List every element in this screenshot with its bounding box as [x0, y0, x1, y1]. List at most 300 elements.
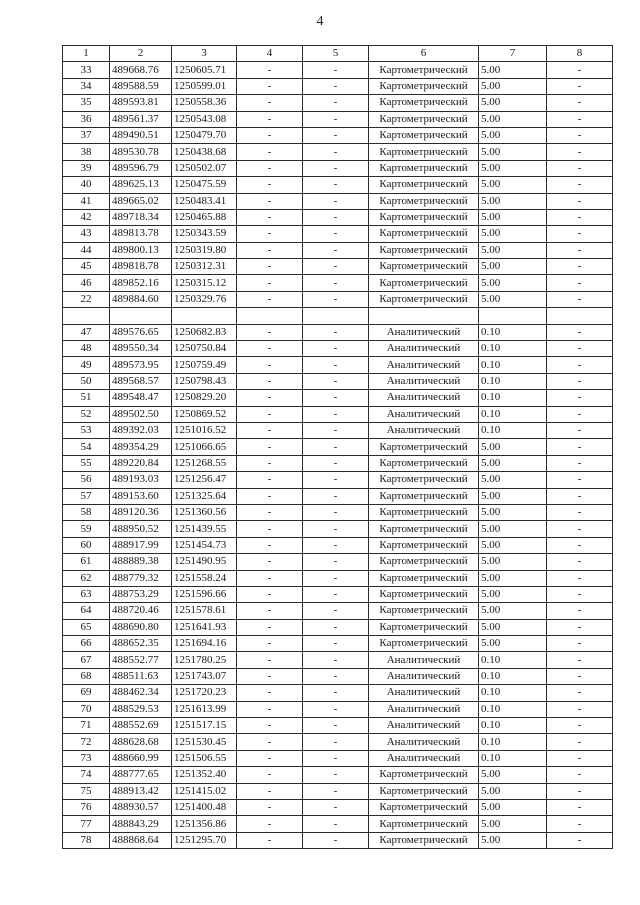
- accuracy-cell: 5.00: [479, 554, 547, 570]
- point-number-cell: 62: [63, 570, 110, 586]
- point-number-cell: 59: [63, 521, 110, 537]
- point-number-cell: 76: [63, 799, 110, 815]
- table-row: [63, 209, 613, 225]
- accuracy-cell: 5.00: [479, 537, 547, 553]
- y-coordinate-cell: 1250759.49: [172, 357, 237, 373]
- accuracy-cell: 0.10: [479, 652, 547, 668]
- y-coordinate-cell: 1251641.93: [172, 619, 237, 635]
- column-5-cell: [303, 308, 369, 324]
- table-row: [63, 95, 613, 111]
- column-5-cell: -: [303, 324, 369, 340]
- x-coordinate-cell: 488868.64: [110, 832, 172, 848]
- column-4-cell: -: [237, 111, 303, 127]
- y-coordinate-cell: 1250599.01: [172, 78, 237, 94]
- accuracy-cell: 5.00: [479, 144, 547, 160]
- x-coordinate-cell: 488889.38: [110, 554, 172, 570]
- point-number-cell: 52: [63, 406, 110, 422]
- x-coordinate-cell: 489530.78: [110, 144, 172, 160]
- y-coordinate-cell: 1251360.56: [172, 504, 237, 520]
- column-4-cell: -: [237, 455, 303, 471]
- y-coordinate-cell: 1250319.80: [172, 242, 237, 258]
- column-4-cell: -: [237, 259, 303, 275]
- column-4-cell: -: [237, 373, 303, 389]
- column-8-cell: -: [547, 504, 613, 520]
- column-5-cell: -: [303, 619, 369, 635]
- method-cell: [369, 308, 479, 324]
- method-cell: Картометрический: [369, 209, 479, 225]
- method-cell: Картометрический: [369, 554, 479, 570]
- point-number-cell: 42: [63, 209, 110, 225]
- method-cell: Картометрический: [369, 111, 479, 127]
- accuracy-cell: 5.00: [479, 193, 547, 209]
- accuracy-cell: 5.00: [479, 816, 547, 832]
- method-cell: Аналитический: [369, 668, 479, 684]
- method-cell: Аналитический: [369, 341, 479, 357]
- x-coordinate-cell: 488930.57: [110, 799, 172, 815]
- accuracy-cell: 5.00: [479, 259, 547, 275]
- x-coordinate-cell: 489625.13: [110, 177, 172, 193]
- accuracy-cell: 5.00: [479, 472, 547, 488]
- column-5-cell: -: [303, 816, 369, 832]
- table-row: [63, 488, 613, 504]
- column-4-cell: -: [237, 390, 303, 406]
- method-cell: Аналитический: [369, 750, 479, 766]
- point-number-cell: 47: [63, 324, 110, 340]
- accuracy-cell: 0.10: [479, 341, 547, 357]
- column-8-cell: -: [547, 95, 613, 111]
- column-5-cell: -: [303, 62, 369, 78]
- point-number-cell: [63, 308, 110, 324]
- point-number-cell: 33: [63, 62, 110, 78]
- accuracy-cell: 5.00: [479, 455, 547, 471]
- x-coordinate-cell: 489818.78: [110, 259, 172, 275]
- method-cell: Аналитический: [369, 324, 479, 340]
- method-cell: Аналитический: [369, 390, 479, 406]
- column-5-cell: -: [303, 750, 369, 766]
- table-row: [63, 62, 613, 78]
- x-coordinate-cell: 488913.42: [110, 783, 172, 799]
- table-row: [63, 685, 613, 701]
- column-5-cell: -: [303, 636, 369, 652]
- x-coordinate-cell: 488917.99: [110, 537, 172, 553]
- column-4-cell: [237, 308, 303, 324]
- y-coordinate-cell: 1251780.25: [172, 652, 237, 668]
- method-cell: Аналитический: [369, 685, 479, 701]
- y-coordinate-cell: 1250682.83: [172, 324, 237, 340]
- column-8-cell: -: [547, 603, 613, 619]
- y-coordinate-cell: 1251506.55: [172, 750, 237, 766]
- accuracy-cell: 0.10: [479, 373, 547, 389]
- column-5-cell: -: [303, 406, 369, 422]
- column-4-cell: -: [237, 537, 303, 553]
- table-row: [63, 357, 613, 373]
- y-coordinate-cell: 1251743.07: [172, 668, 237, 684]
- column-8-cell: -: [547, 767, 613, 783]
- method-cell: Аналитический: [369, 734, 479, 750]
- y-coordinate-cell: 1251400.48: [172, 799, 237, 815]
- column-5-cell: -: [303, 455, 369, 471]
- point-number-cell: 43: [63, 226, 110, 242]
- y-coordinate-cell: 1251356.86: [172, 816, 237, 832]
- column-5-cell: -: [303, 226, 369, 242]
- column-8-cell: -: [547, 537, 613, 553]
- y-coordinate-cell: 1251720.23: [172, 685, 237, 701]
- method-cell: Картометрический: [369, 144, 479, 160]
- method-cell: Картометрический: [369, 472, 479, 488]
- table-row: [63, 259, 613, 275]
- column-4-cell: -: [237, 799, 303, 815]
- column-8-cell: -: [547, 324, 613, 340]
- column-8-cell: -: [547, 390, 613, 406]
- column-8-cell: -: [547, 357, 613, 373]
- column-8-cell: -: [547, 554, 613, 570]
- column-5-cell: -: [303, 718, 369, 734]
- y-coordinate-cell: 1251694.16: [172, 636, 237, 652]
- point-number-cell: 34: [63, 78, 110, 94]
- column-5-cell: -: [303, 603, 369, 619]
- column-5-cell: -: [303, 111, 369, 127]
- accuracy-cell: 5.00: [479, 783, 547, 799]
- column-4-cell: -: [237, 439, 303, 455]
- point-number-cell: 40: [63, 177, 110, 193]
- accuracy-cell: 0.10: [479, 668, 547, 684]
- method-cell: Картометрический: [369, 95, 479, 111]
- table-row: [63, 455, 613, 471]
- table-row: [63, 160, 613, 176]
- point-number-cell: 48: [63, 341, 110, 357]
- x-coordinate-cell: 489884.60: [110, 291, 172, 307]
- y-coordinate-cell: 1250465.88: [172, 209, 237, 225]
- method-cell: Аналитический: [369, 652, 479, 668]
- y-coordinate-cell: 1250502.07: [172, 160, 237, 176]
- table-row: [63, 619, 613, 635]
- x-coordinate-cell: 488843.29: [110, 816, 172, 832]
- column-5-cell: -: [303, 160, 369, 176]
- column-5-cell: -: [303, 373, 369, 389]
- column-5-cell: -: [303, 95, 369, 111]
- header-cell: 2: [110, 46, 172, 62]
- column-4-cell: -: [237, 160, 303, 176]
- x-coordinate-cell: 488552.77: [110, 652, 172, 668]
- method-cell: Картометрический: [369, 226, 479, 242]
- column-5-cell: -: [303, 504, 369, 520]
- point-number-cell: 66: [63, 636, 110, 652]
- table-row: [63, 504, 613, 520]
- method-cell: Картометрический: [369, 636, 479, 652]
- accuracy-cell: 5.00: [479, 226, 547, 242]
- method-cell: Картометрический: [369, 291, 479, 307]
- table-row: [63, 570, 613, 586]
- point-number-cell: 50: [63, 373, 110, 389]
- point-number-cell: 70: [63, 701, 110, 717]
- method-cell: Картометрический: [369, 455, 479, 471]
- method-cell: Картометрический: [369, 127, 479, 143]
- column-5-cell: -: [303, 193, 369, 209]
- x-coordinate-cell: 489668.76: [110, 62, 172, 78]
- column-8-cell: -: [547, 586, 613, 602]
- x-coordinate-cell: 488950.52: [110, 521, 172, 537]
- column-4-cell: -: [237, 291, 303, 307]
- column-4-cell: -: [237, 668, 303, 684]
- accuracy-cell: 5.00: [479, 799, 547, 815]
- x-coordinate-cell: 488779.32: [110, 570, 172, 586]
- x-coordinate-cell: 489153.60: [110, 488, 172, 504]
- column-8-cell: -: [547, 259, 613, 275]
- accuracy-cell: 5.00: [479, 570, 547, 586]
- point-number-cell: 68: [63, 668, 110, 684]
- column-5-cell: -: [303, 570, 369, 586]
- method-cell: Аналитический: [369, 406, 479, 422]
- y-coordinate-cell: 1251490.95: [172, 554, 237, 570]
- column-4-cell: -: [237, 209, 303, 225]
- header-cell: 4: [237, 46, 303, 62]
- point-number-cell: 44: [63, 242, 110, 258]
- column-5-cell: -: [303, 422, 369, 438]
- point-number-cell: 35: [63, 95, 110, 111]
- accuracy-cell: 0.10: [479, 357, 547, 373]
- column-5-cell: -: [303, 685, 369, 701]
- accuracy-cell: 0.10: [479, 406, 547, 422]
- method-cell: Картометрический: [369, 275, 479, 291]
- point-number-cell: 61: [63, 554, 110, 570]
- column-4-cell: -: [237, 177, 303, 193]
- point-number-cell: 60: [63, 537, 110, 553]
- x-coordinate-cell: 489490.51: [110, 127, 172, 143]
- x-coordinate-cell: 489561.37: [110, 111, 172, 127]
- point-number-cell: 63: [63, 586, 110, 602]
- point-number-cell: 45: [63, 259, 110, 275]
- column-8-cell: -: [547, 209, 613, 225]
- y-coordinate-cell: 1251016.52: [172, 422, 237, 438]
- table-row: [63, 668, 613, 684]
- point-number-cell: 78: [63, 832, 110, 848]
- point-number-cell: 36: [63, 111, 110, 127]
- table-row: [63, 603, 613, 619]
- x-coordinate-cell: 489800.13: [110, 242, 172, 258]
- column-5-cell: -: [303, 652, 369, 668]
- point-number-cell: 39: [63, 160, 110, 176]
- y-coordinate-cell: 1250479.70: [172, 127, 237, 143]
- y-coordinate-cell: 1251613.99: [172, 701, 237, 717]
- method-cell: Аналитический: [369, 422, 479, 438]
- column-4-cell: -: [237, 472, 303, 488]
- column-4-cell: -: [237, 750, 303, 766]
- page-number: 4: [316, 14, 324, 29]
- column-4-cell: -: [237, 242, 303, 258]
- x-coordinate-cell: 488529.53: [110, 701, 172, 717]
- column-5-cell: -: [303, 767, 369, 783]
- column-4-cell: -: [237, 586, 303, 602]
- column-4-cell: -: [237, 570, 303, 586]
- method-cell: Аналитический: [369, 701, 479, 717]
- accuracy-cell: 5.00: [479, 127, 547, 143]
- y-coordinate-cell: 1250315.12: [172, 275, 237, 291]
- table-row: [63, 308, 613, 324]
- column-8-cell: -: [547, 439, 613, 455]
- method-cell: Картометрический: [369, 816, 479, 832]
- table-row: [63, 177, 613, 193]
- accuracy-cell: 0.10: [479, 390, 547, 406]
- column-4-cell: -: [237, 95, 303, 111]
- column-4-cell: -: [237, 127, 303, 143]
- point-number-cell: 53: [63, 422, 110, 438]
- column-5-cell: -: [303, 734, 369, 750]
- table-row: [63, 537, 613, 553]
- point-number-cell: 74: [63, 767, 110, 783]
- column-8-cell: -: [547, 127, 613, 143]
- method-cell: Картометрический: [369, 62, 479, 78]
- table-row: [63, 193, 613, 209]
- column-8-cell: -: [547, 177, 613, 193]
- table-row: [63, 291, 613, 307]
- x-coordinate-cell: 488628.68: [110, 734, 172, 750]
- x-coordinate-cell: 489568.57: [110, 373, 172, 389]
- column-4-cell: -: [237, 816, 303, 832]
- x-coordinate-cell: 489576.65: [110, 324, 172, 340]
- point-number-cell: 65: [63, 619, 110, 635]
- y-coordinate-cell: 1250312.31: [172, 259, 237, 275]
- x-coordinate-cell: 488690.80: [110, 619, 172, 635]
- y-coordinate-cell: 1250605.71: [172, 62, 237, 78]
- method-cell: Картометрический: [369, 537, 479, 553]
- column-4-cell: -: [237, 488, 303, 504]
- column-5-cell: -: [303, 668, 369, 684]
- column-8-cell: -: [547, 734, 613, 750]
- table-row: [63, 390, 613, 406]
- table-row: [63, 144, 613, 160]
- table-row: [63, 127, 613, 143]
- column-5-cell: -: [303, 259, 369, 275]
- column-5-cell: -: [303, 701, 369, 717]
- x-coordinate-cell: 489718.34: [110, 209, 172, 225]
- column-8-cell: -: [547, 619, 613, 635]
- x-coordinate-cell: 488753.29: [110, 586, 172, 602]
- point-number-cell: 69: [63, 685, 110, 701]
- table-row: [63, 767, 613, 783]
- point-number-cell: 56: [63, 472, 110, 488]
- column-8-cell: -: [547, 111, 613, 127]
- point-number-cell: 37: [63, 127, 110, 143]
- column-8-cell: -: [547, 570, 613, 586]
- y-coordinate-cell: 1251596.66: [172, 586, 237, 602]
- table-row: [63, 226, 613, 242]
- accuracy-cell: 0.10: [479, 750, 547, 766]
- accuracy-cell: 5.00: [479, 767, 547, 783]
- point-number-cell: 71: [63, 718, 110, 734]
- table-row: [63, 718, 613, 734]
- column-8-cell: -: [547, 488, 613, 504]
- x-coordinate-cell: 488660.99: [110, 750, 172, 766]
- column-8-cell: -: [547, 144, 613, 160]
- table-row: [63, 586, 613, 602]
- column-8-cell: -: [547, 160, 613, 176]
- x-coordinate-cell: 488462.34: [110, 685, 172, 701]
- column-4-cell: -: [237, 275, 303, 291]
- x-coordinate-cell: 489852.16: [110, 275, 172, 291]
- column-8-cell: -: [547, 832, 613, 848]
- y-coordinate-cell: 1250483.41: [172, 193, 237, 209]
- x-coordinate-cell: 488777.65: [110, 767, 172, 783]
- y-coordinate-cell: 1251352.40: [172, 767, 237, 783]
- y-coordinate-cell: 1250343.59: [172, 226, 237, 242]
- column-4-cell: -: [237, 226, 303, 242]
- accuracy-cell: 5.00: [479, 521, 547, 537]
- table-row: [63, 439, 613, 455]
- header-cell: 6: [369, 46, 479, 62]
- header-cell: 8: [547, 46, 613, 62]
- table-row: [63, 799, 613, 815]
- accuracy-cell: 5.00: [479, 586, 547, 602]
- column-4-cell: -: [237, 144, 303, 160]
- point-number-cell: 72: [63, 734, 110, 750]
- column-5-cell: -: [303, 783, 369, 799]
- x-coordinate-cell: [110, 308, 172, 324]
- column-8-cell: -: [547, 373, 613, 389]
- y-coordinate-cell: 1250750.84: [172, 341, 237, 357]
- x-coordinate-cell: 489392.03: [110, 422, 172, 438]
- y-coordinate-cell: 1251268.55: [172, 455, 237, 471]
- x-coordinate-cell: 489548.47: [110, 390, 172, 406]
- header-cell: 5: [303, 46, 369, 62]
- column-8-cell: -: [547, 750, 613, 766]
- x-coordinate-cell: 489502.50: [110, 406, 172, 422]
- column-5-cell: -: [303, 488, 369, 504]
- column-5-cell: -: [303, 357, 369, 373]
- point-number-cell: 51: [63, 390, 110, 406]
- accuracy-cell: 0.10: [479, 324, 547, 340]
- column-5-cell: -: [303, 78, 369, 94]
- method-cell: Картометрический: [369, 521, 479, 537]
- column-4-cell: -: [237, 406, 303, 422]
- x-coordinate-cell: 489593.81: [110, 95, 172, 111]
- y-coordinate-cell: 1251454.73: [172, 537, 237, 553]
- column-5-cell: -: [303, 127, 369, 143]
- point-number-cell: 46: [63, 275, 110, 291]
- accuracy-cell: 0.10: [479, 718, 547, 734]
- table-row: [63, 78, 613, 94]
- column-8-cell: -: [547, 242, 613, 258]
- column-4-cell: -: [237, 504, 303, 520]
- point-number-cell: 38: [63, 144, 110, 160]
- point-number-cell: 77: [63, 816, 110, 832]
- column-8-cell: -: [547, 78, 613, 94]
- column-8-cell: -: [547, 455, 613, 471]
- table-row: [63, 832, 613, 848]
- method-cell: Аналитический: [369, 357, 479, 373]
- column-8-cell: -: [547, 226, 613, 242]
- column-5-cell: -: [303, 390, 369, 406]
- column-4-cell: -: [237, 619, 303, 635]
- column-8-cell: -: [547, 275, 613, 291]
- y-coordinate-cell: 1250798.43: [172, 373, 237, 389]
- column-5-cell: -: [303, 439, 369, 455]
- method-cell: Картометрический: [369, 783, 479, 799]
- column-5-cell: -: [303, 242, 369, 258]
- method-cell: Картометрический: [369, 78, 479, 94]
- table-row: [63, 521, 613, 537]
- method-cell: Картометрический: [369, 586, 479, 602]
- method-cell: Картометрический: [369, 570, 479, 586]
- column-8-cell: -: [547, 799, 613, 815]
- column-8-cell: -: [547, 668, 613, 684]
- y-coordinate-cell: 1250475.59: [172, 177, 237, 193]
- table-row: [63, 242, 613, 258]
- column-5-cell: -: [303, 177, 369, 193]
- column-4-cell: -: [237, 78, 303, 94]
- point-number-cell: 57: [63, 488, 110, 504]
- header-cell: 1: [63, 46, 110, 62]
- y-coordinate-cell: 1250329.76: [172, 291, 237, 307]
